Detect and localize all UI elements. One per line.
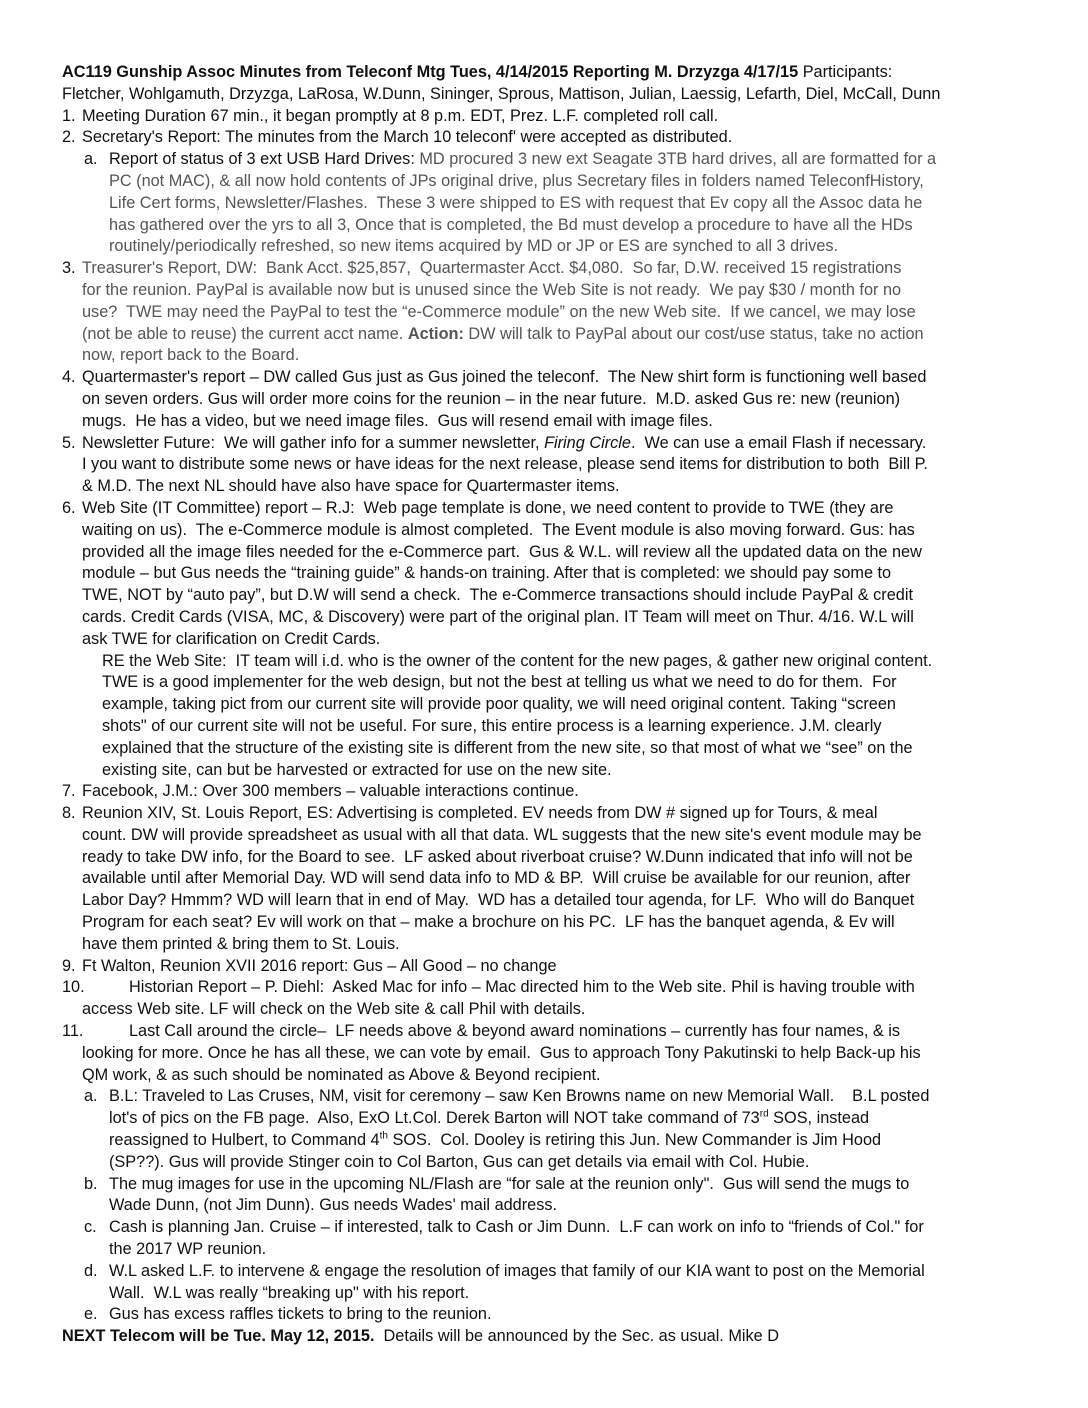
- item-11-sub-e: e. Gus has excess raffles tickets to bring to the reunion.: [84, 1305, 492, 1324]
- item-11-sub-a: a. B.L: Traveled to Las Cruses, NM, visit for ceremony – saw Ken Browns name on new Memorial Wall. B.L posted lot's of pics on the FB page. Also, ExO Lt.Col. Derek Barton will NOT take command of 73rd SOS, instead reassigned to Hulbert, to Command 4th SOS. Col. Dooley is retiring this Jun. New Commander is Jim Hood (SP??). Gus will provide Stinger coin to Col Barton, Gus can get details via email with Col. Hubie.: [84, 1087, 930, 1171]
- document-header: [62, 62, 1030, 84]
- newsletter-name: Firing Circle: [544, 433, 631, 452]
- participants-label: Participants:: [798, 63, 893, 81]
- item-10: 10. Historian Report – P. Diehl: Asked Mac for info – Mac directed him to the Web site. Phil is having trouble with access Web site. LF will check on the Web site & call Phil with details.: [62, 978, 915, 1019]
- minutes-document: [62, 62, 1030, 1348]
- item-11: 11. Last Call around the circle– LF needs above & beyond award nominations – currently has four names, & is looking for more. Once he has all these, we can vote by email. Gus to approach Tony Pakutinski to help Back-up his QM work, & as such should be nominated as Above & Beyond recipient.: [62, 1022, 921, 1084]
- web-site-note: RE the Web Site: IT team will i.d. who is the owner of the content for the new pages, & gather new original content. TWE is a good implementer for the web design, but not the best at telling us what we need to do for them. For example, taking pict from our current site will provide poor quality, we will need original content. Taking “screen shots" of our current site will not be useful. For sure, this entire process is a learning experience. J.M. clearly explained that the structure of the existing site is different from the new site, so that most of what we “see” on the existing site, can but be harvested or extracted for use on the new site.: [102, 651, 933, 779]
- item-11-sub-b: b. The mug images for use in the upcoming NL/Flash are “for sale at the reunion only". Gus will send the mugs to Wade Dunn, (not Jim Dunn). Gus needs Wades' mail address.: [84, 1174, 910, 1215]
- item-11-sub-d: d. W.L asked L.F. to intervene & engage the resolution of images that family of our KIA want to post on the Memorial Wall. W.L was really “breaking up" with his report.: [84, 1261, 925, 1302]
- item-11-sub-c: c. Cash is planning Jan. Cruise – if interested, talk to Cash or Jim Dunn. L.F can work on info to “friends of Col." for the 2017 WP reunion.: [84, 1218, 924, 1259]
- action-label: Action:: [407, 324, 464, 343]
- item-1: 1. Meeting Duration 67 min., it began promptly at 8 p.m. EDT, Prez. L.F. completed roll call.: [62, 106, 719, 125]
- document-title: AC119 Gunship Assoc Minutes from Teleconf Mtg Tues, 4/14/2015 Reporting M. Drzyzga 4/17/15: [62, 63, 799, 81]
- participants-list: Fletcher, Wohlgamuth, Drzyzga, LaRosa, W.Dunn, Sininger, Sprous, Mattison, Julian, Laessig, Lefarth, Diel, McCall, Dunn: [62, 84, 941, 103]
- item-7: 7. Facebook, J.M.: Over 300 members – valuable interactions continue.: [62, 782, 579, 801]
- item-6: 6. Web Site (IT Committee) report – R.J: Web page template is done, we need content to provide to TWE (they are waiting on us). The e-Commerce module is almost completed. The Event module is also moving forward. Gus: has provided all the image files needed for the e-Commerce part. Gus & W.L. will review all the updated data on the new module – but Gus needs the “training guide” & hands-on training. After that is completed: we should pay some to TWE, NOT by “auto pay”, but D.W will send a check. The e-Commerce transactions should include PayPal & credit cards. Credit Cards (VISA, MC, & Discovery) were part of the original plan. IT Team will meet on Thur. 4/16. W.L will ask TWE for clarification on Credit Cards.: [62, 498, 922, 648]
- item-4: 4. Quartermaster's report – DW called Gus just as Gus joined the teleconf. The New shirt form is functioning well based on seven orders. Gus will order more coins for the reunion – in the near future. M.D. asked Gus re: new (reunion) mugs. He has a video, but we need image files. Gus will resend email with image files.: [62, 368, 927, 430]
- item-2-sub-a: a. Report of status of 3 ext USB Hard Drives: MD procured 3 new ext Seagate 3TB hard drives, all are formatted for a PC (not MAC), & all now hold contents of JPs original drive, plus Secretary files in folders named TeleconfHistory, Life Cert forms, Newsletter/Flashes. These 3 were shipped to ES with request that Ev copy all the Assoc data he has gathered over the yrs to all 3, Once that is completed, the Bd must develop a procedure to have all the HDs routinely/periodically refreshed, so new items acquired by MD or JP or ES are synched to all 3 drives.: [84, 150, 937, 256]
- item-8: 8. Reunion XIV, St. Louis Report, ES: Advertising is completed. EV needs from DW # signed up for Tours, & meal count. DW will provide spreadsheet as usual with all that data. WL suggests that the new site's event module may be ready to take DW info, for the Board to see. LF asked about riverboat cruise? W.Dunn indicated that info will not be available until after Memorial Day. WD will send data info to MD & BP. Will cruise be available for our reunion, after Labor Day? Hmmm? WD will learn that in end of May. WD has a detailed tour agenda, for LF. Who will do Banquet Program for each seat? Ev will work on that – make a brochure on his PC. LF has the banquet agenda, & Ev will have them printed & bring them to St. Louis.: [62, 804, 922, 953]
- item-2: 2. Secretary's Report: The minutes from the March 10 teleconf' were accepted as distributed.: [62, 128, 733, 147]
- next-meeting-date: NEXT Telecom will be Tue. May 12, 2015.: [62, 1327, 375, 1346]
- item-9: 9. Ft Walton, Reunion XVII 2016 report: Gus – All Good – no change: [62, 956, 557, 975]
- item-5: 5. Newsletter Future: We will gather info for a summer newsletter, Firing Circle. We can use a email Flash if necessary. I you want to distribute some news or have ideas for the next release, please send items for distribution to both Bill P. & M.D. The next NL should have also have space for Quartermaster items.: [62, 433, 928, 496]
- item-3: 3. Treasurer's Report, DW: Bank Acct. $25,857, Quartermaster Acct. $4,080. So far, D.W. received 15 registrations for the reunion. PayPal is available now but is unused since the Web Site is not ready. We pay $30 / month for no use? TWE may need the PayPal to test the “e-Commerce module” on the new Web site. If we cancel, we may lose (not be able to reuse) the current acct name. Action: DW will talk to PayPal about our cost/use status, take no action now, report back to the Board.: [62, 259, 924, 365]
- next-meeting-note: NEXT Telecom will be Tue. May 12, 2015. Details will be announced by the Sec. as usual. Mike D: [62, 1327, 780, 1346]
